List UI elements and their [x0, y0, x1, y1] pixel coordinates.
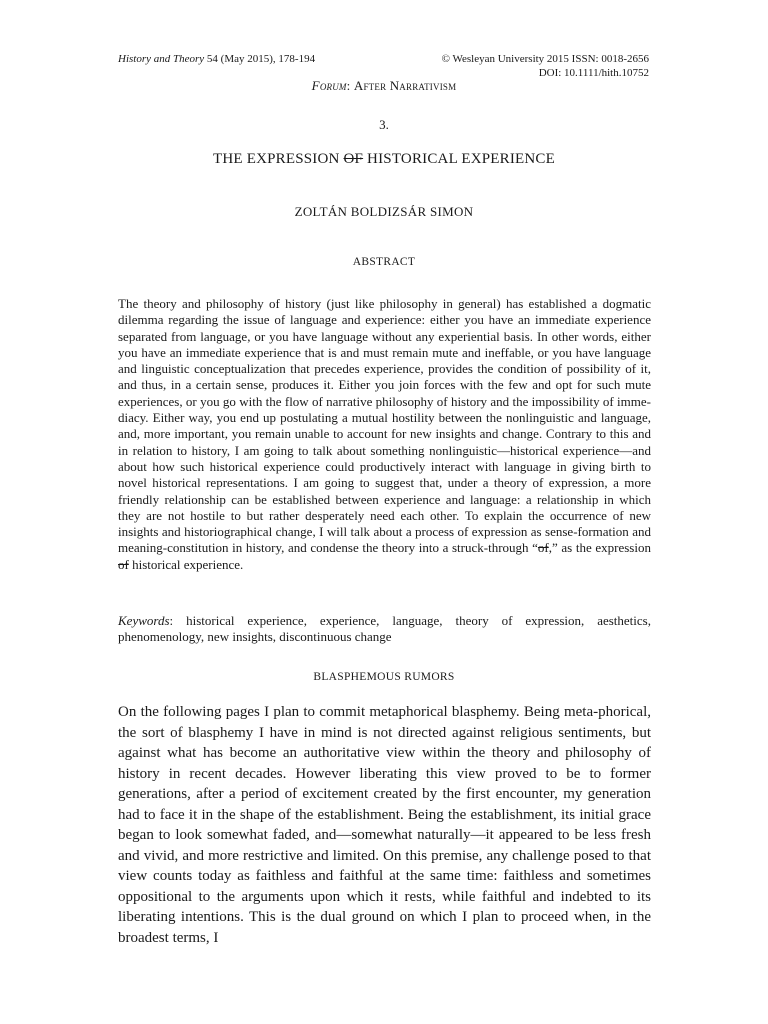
section-heading: BLASPHEMOUS RUMORS: [313, 671, 455, 683]
forum-name: After Narrativism: [353, 78, 457, 93]
abstract-struck-of-1: of: [537, 540, 549, 556]
running-header-copyright: [442, 52, 649, 80]
keywords: [118, 613, 651, 646]
abstract-text: [118, 296, 651, 573]
abstract-struck-of-2: of: [118, 556, 129, 572]
forum-heading: [0, 78, 768, 94]
keywords-list: historical experience, experience, language, theory of expression, aesthetics, phenomenology, new insights, discontinuous change: [118, 613, 651, 645]
article-author: ZOLTÁN BOLDIZSÁR SIMON: [294, 204, 474, 219]
article-title: [0, 151, 768, 168]
title-struck-word: OF: [343, 151, 364, 167]
running-header-citation: [118, 52, 315, 66]
keywords-label: Keywords: [118, 613, 170, 628]
forum-label: Forum: [311, 78, 347, 93]
body-paragraph: On the following pages I plan to commit metaphorical blasphemy. Being meta-phorical, the sort of blasphemy I have in mind is not directed against religious sentiments, but against what has become an authoritative view within the theory and philosophy of history in recent decades. However liberating this view proved to be to former generations, after a period of excitement created by the first encounter, my generation had to face it in the shape of the establishment. Being the establishment, its initial grace began to look somewhat faded, and—somewhat naturally—it appeared to be less fresh and vivid, and more restrictive and limited. On this premise, any challenge posed to that view counts today as faithless and faithful at the same time: faithless and sometimes oppositional to the arguments upon which it rests, while faithful and indebted to its liberating intentions. This is the dual ground on which I plan to proceed when, in the broadest terms, I: [118, 704, 651, 946]
journal-title: History and Theory: [118, 53, 205, 65]
abstract-mid: ,” as the expression: [548, 540, 651, 556]
title-part-2: HISTORICAL EXPERIENCE: [363, 151, 555, 167]
journal-issue-pages: 54 (May 2015), 178-194: [204, 53, 316, 65]
copyright-issn: © Wesleyan University 2015 ISSN: 0018-2656: [441, 53, 649, 65]
doi: DOI: 10.1111/hith.10752: [538, 67, 649, 79]
abstract-heading: ABSTRACT: [352, 256, 416, 268]
abstract-end: historical experience.: [128, 556, 244, 572]
keywords-separator: :: [169, 613, 187, 628]
article-number: 3.: [379, 117, 389, 132]
title-part-1: THE EXPRESSION: [213, 151, 344, 167]
abstract-main: The theory and philosophy of history (just like philosophy in general) has established a dogmatic dilemma regarding the issue of language and experience: either you have an immediate experience separated from language, or you have language without any experiential basis. In other words, either you have an immediate experience that is and must remain mute and ineffable, or you have language and linguistic conceptualization that precedes experience, provides the condition of possibility of it, and thus, in a certain sense, produces it. Either you join forces with the few and opt for such mute experiences, or you go with the flow of narrative philosophy of history and the impossibility of imme-diacy. Either way, you end up postulating a mutual hostility between the nonlinguistic and language, and, more important, you remain unable to account for new insights and change. Contrary to this and in relation to history, I am going to talk about something nonlinguistic—historical experience—and about how such historical experience could productively interact with language in giving birth to novel historical representations. I am going to suggest that, under a theory of expression, a more friendly relationship can be established between experience and language: a relationship in which they are not hostile to but rather desperately need each other. To explain the occurrence of new insights and historiographical change, I will talk about a process of expression as sense-formation and meaning-constitution in history, and condense the theory into a struck-through “: [118, 296, 651, 556]
forum-separator: :: [346, 78, 354, 93]
